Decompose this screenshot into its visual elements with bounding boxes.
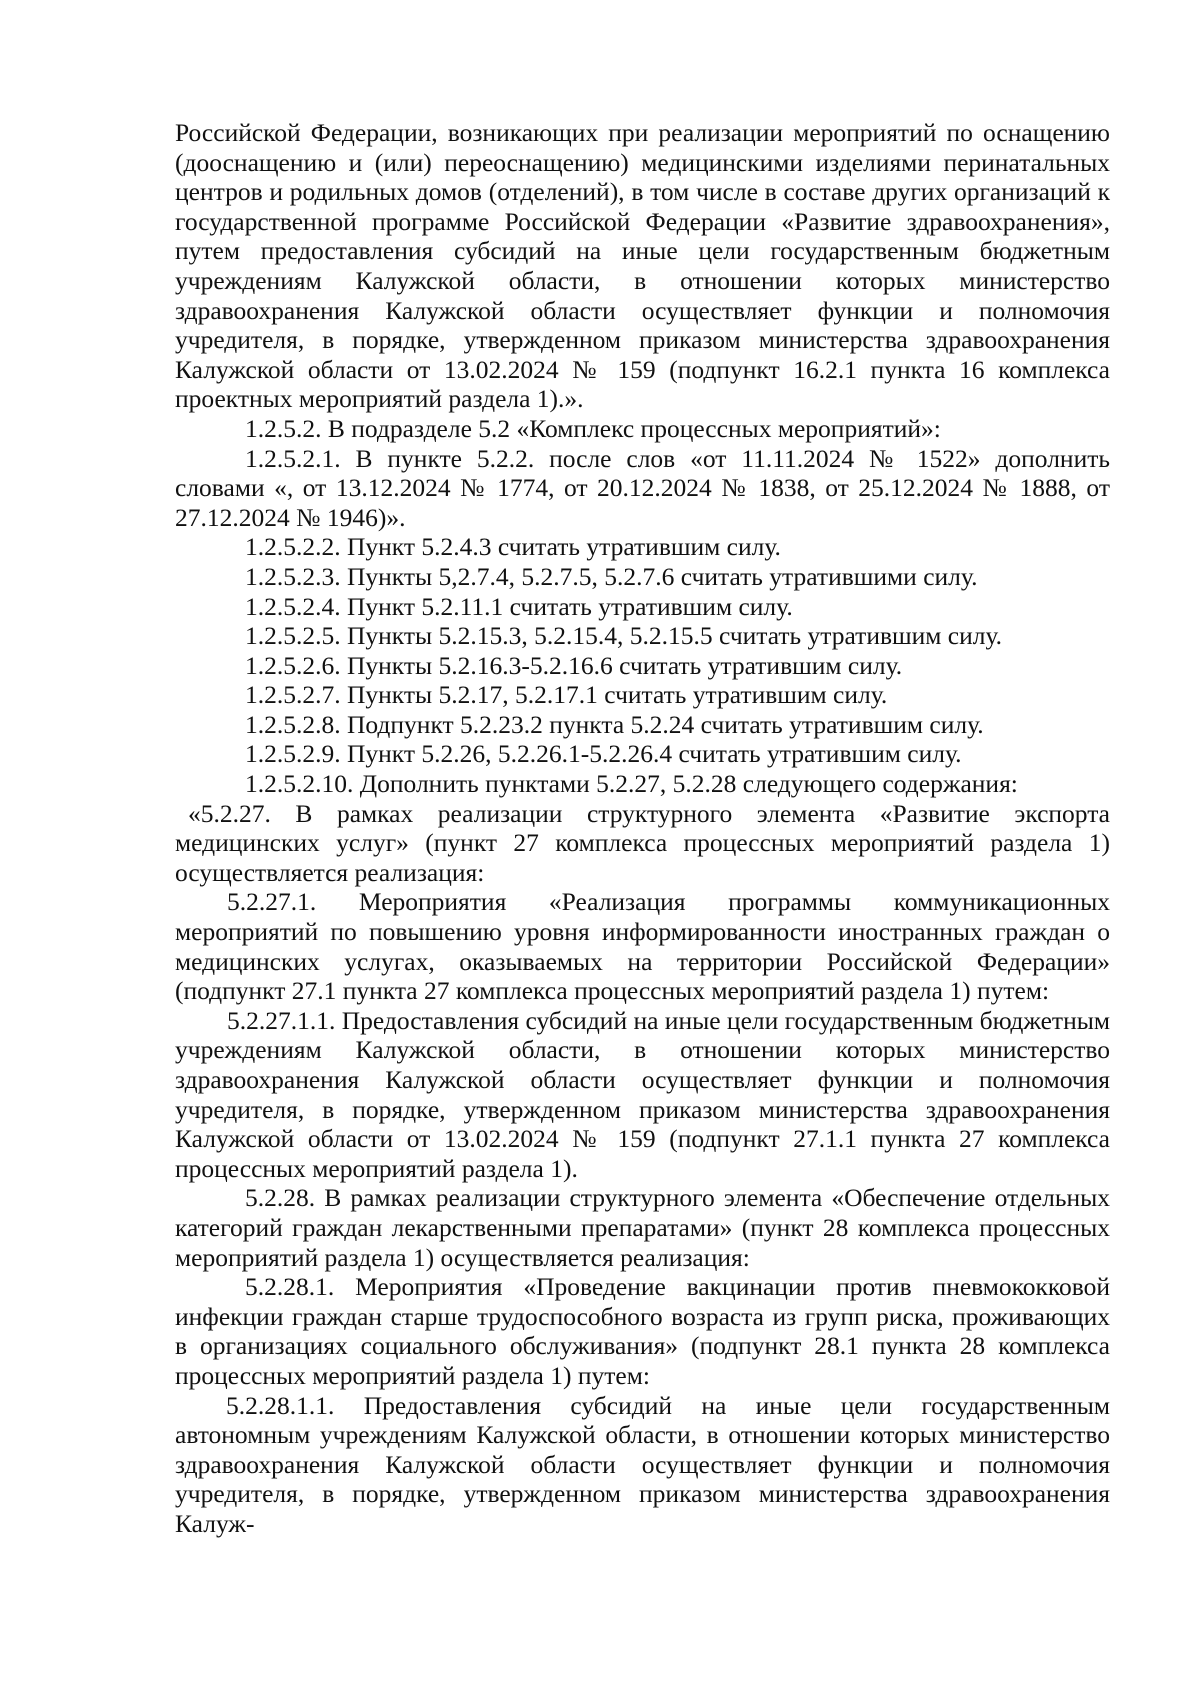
paragraph: 1.2.5.2.2. Пункт 5.2.4.3 считать утратившим силу. bbox=[245, 532, 781, 562]
paragraph: 1.2.5.2.7. Пункты 5.2.17, 5.2.17.1 считать утратившим силу. bbox=[245, 680, 888, 710]
paragraph: 1.2.5.2.9. Пункт 5.2.26, 5.2.26.1-5.2.26.4 считать утратившим силу. bbox=[245, 739, 962, 769]
paragraph: 1.2.5.2.6. Пункты 5.2.16.3-5.2.16.6 считать утратившим силу. bbox=[245, 650, 903, 680]
paragraph: 5.2.28.1.1. Предоставления субсидий на иные цели государственным автономным учреждениям Калужской области, в отношении которых министерство здравоохранения Калужской области осуществляет функции и полномочия учредителя, в порядке, утвержденном приказом министерства здравоохранения Калуж- bbox=[175, 1390, 1110, 1538]
paragraph: 5.2.28.1. Мероприятия «Проведение вакцинации против пневмококковой инфекции граждан старше трудоспособного возраста из групп риска, проживающих в организациях социального обслуживания» (подпункт 28.1 пункта 28 комплекса процессных мероприятий раздела 1) путем: bbox=[175, 1272, 1110, 1390]
paragraph: 5.2.28. В рамках реализации структурного элемента «Обеспечение отдельных категорий граждан лекарственными препаратами» (пункт 28 комплекса процессных мероприятий раздела 1) осуществляется реализация: bbox=[175, 1183, 1110, 1272]
paragraph: 1.2.5.2.3. Пункты 5,2.7.4, 5.2.7.5, 5.2.7.6 считать утратившими силу. bbox=[245, 561, 978, 591]
paragraph: 1.2.5.2.8. Подпункт 5.2.23.2 пункта 5.2.24 считать утратившим силу. bbox=[245, 709, 984, 739]
paragraph: «5.2.27. В рамках реализации структурного элемента «Развитие экспорта медицинских услуг» (пункт 27 комплекса процессных мероприятий раздела 1) осуществляется реализация: bbox=[175, 798, 1110, 887]
paragraph: 1.2.5.2. В подразделе 5.2 «Комплекс процессных мероприятий»: bbox=[245, 413, 941, 443]
paragraph: 1.2.5.2.5. Пункты 5.2.15.3, 5.2.15.4, 5.2.15.5 считать утратившим силу. bbox=[245, 621, 1003, 651]
paragraph: 1.2.5.2.10. Дополнить пунктами 5.2.27, 5.2.28 следующего содержания: bbox=[245, 769, 1018, 799]
document-body bbox=[175, 118, 1110, 1539]
paragraph: 5.2.27.1. Мероприятия «Реализация программы коммуникационных мероприятий по повышению уровня информированности иностранных граждан о медицинских услугах, оказываемых на территории Российской Федерации» (подпункт 27.1 пункта 27 комплекса процессных мероприятий раздела 1) путем: bbox=[175, 887, 1110, 1006]
paragraph: 5.2.27.1.1. Предоставления субсидий на иные цели государственным бюджетным учреждениям Калужской области, в отношении которых министерство здравоохранения Калужской области осуществляет функции и полномочия учредителя, в порядке, утвержденном приказом министерства здравоохранения Калужской области от 13.02.2024 № 159 (подпункт 27.1.1 пункта 27 комплекса процессных мероприятий раздела 1). bbox=[175, 1005, 1110, 1183]
paragraph: 1.2.5.2.1. В пункте 5.2.2. после слов «от 11.11.2024 № 1522» дополнить словами «, от 13.12.2024 № 1774, от 20.12.2024 № 1838, от 25.12.2024 № 1888, от 27.12.2024 № 1946)». bbox=[175, 443, 1110, 532]
paragraph: 1.2.5.2.4. Пункт 5.2.11.1 считать утратившим силу. bbox=[245, 591, 793, 621]
paragraph: Российской Федерации, возникающих при реализации мероприятий по оснащению (дооснащению и (или) переоснащению) медицинскими изделиями перинатальных центров и родильных домов (отделений), в том числе в составе других организаций к государственной программе Российской Федерации «Развитие здравоохранения», путем предоставления субсидий на иные цели государственным бюджетным учреждениям Калужской области, в отношении которых министерство здравоохранения Калужской области осуществляет функции и полномочия учредителя, в порядке, утвержденном приказом министерства здравоохранения Калужской области от 13.02.2024 № 159 (подпункт 16.2.1 пункта 16 комплекса проектных мероприятий раздела 1).». bbox=[175, 118, 1110, 414]
